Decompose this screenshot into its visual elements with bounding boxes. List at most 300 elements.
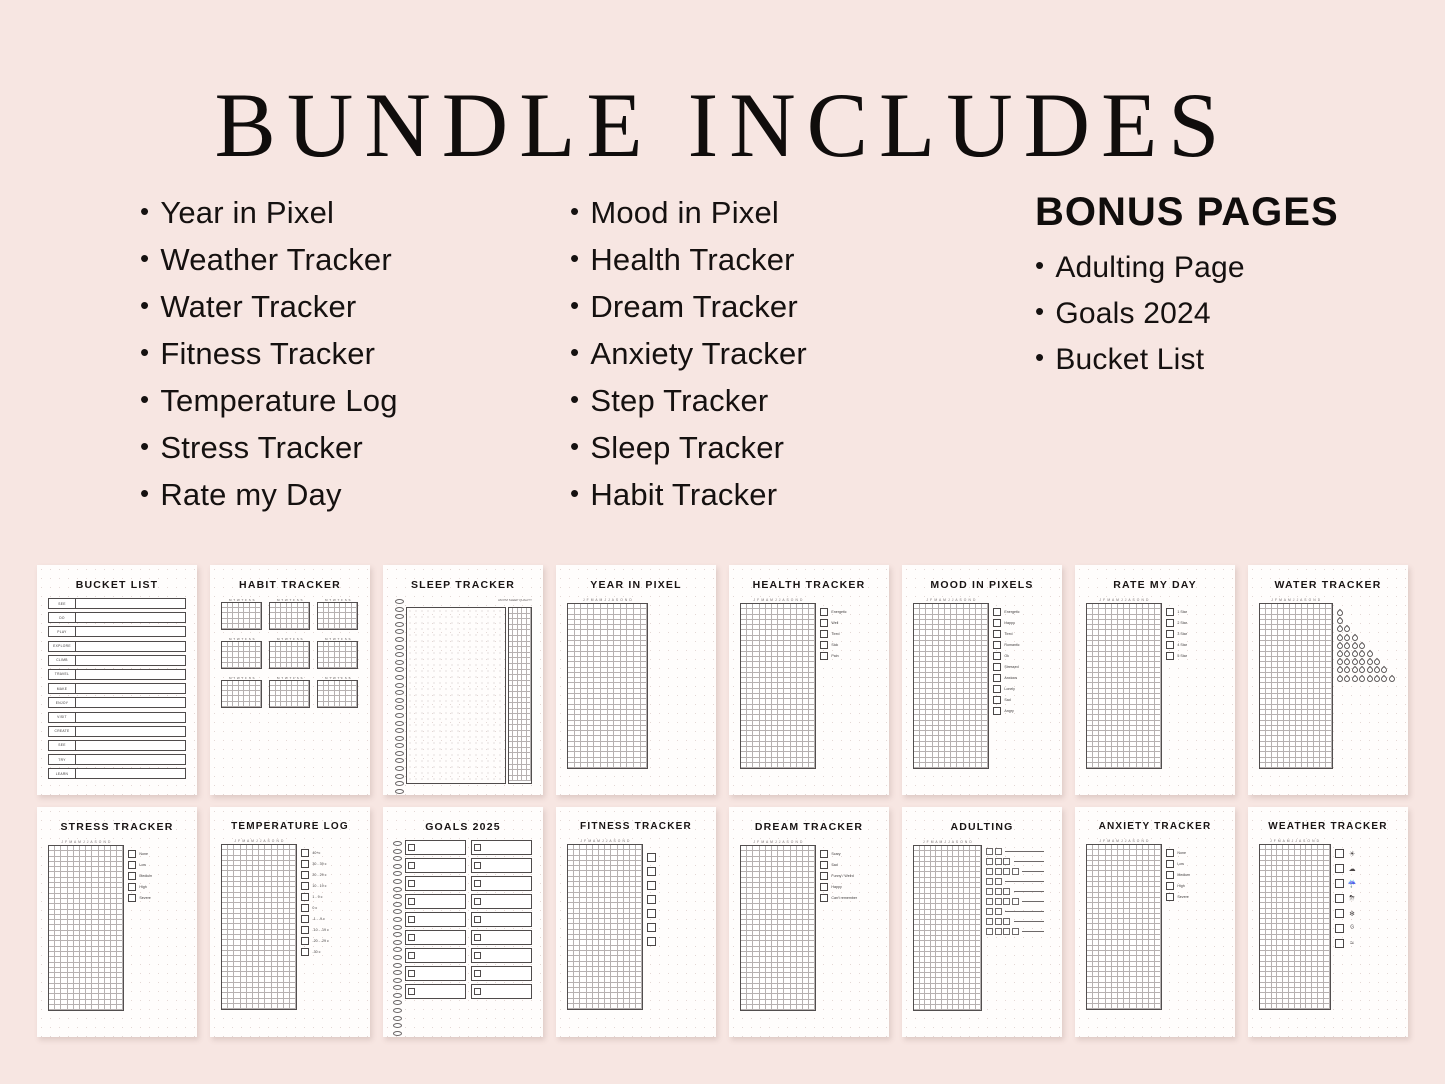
preview-card-mood-in-pixels (902, 565, 1062, 795)
legend-swatch (301, 860, 309, 868)
adulting-line (1022, 901, 1044, 902)
card-title: GOALS 2025 (425, 821, 501, 833)
adulting-cell[interactable] (1003, 858, 1010, 865)
adulting-line (1005, 851, 1044, 852)
adulting-cell[interactable] (1012, 868, 1019, 875)
goal-row[interactable] (471, 930, 532, 945)
spiral-ring (393, 864, 402, 869)
legend-label: Anxious (1004, 676, 1018, 680)
goal-checkbox[interactable] (408, 934, 415, 941)
water-drop-icon (1358, 642, 1366, 650)
habit-block[interactable] (269, 676, 311, 708)
adulting-cell[interactable] (986, 898, 993, 905)
legend-row (1166, 630, 1187, 638)
legend-row (1166, 608, 1187, 616)
sleep-labels: AM PM SLEEP QUALITY (498, 598, 532, 602)
bucket-row[interactable] (48, 697, 186, 708)
legend-label: Tired (1004, 632, 1013, 636)
goal-checkbox[interactable] (474, 844, 481, 851)
legend-swatch (820, 608, 828, 616)
habit-block[interactable] (221, 637, 263, 669)
legend-row (301, 882, 328, 890)
preview-card-goals-2025 (383, 807, 543, 1037)
legend-row (820, 630, 846, 638)
goal-checkbox[interactable] (474, 862, 481, 869)
grid-cell (527, 776, 531, 782)
adulting-cell[interactable] (995, 898, 1002, 905)
pixel-grid (269, 641, 310, 669)
habit-weekdays: M T W T F S S (324, 636, 352, 641)
goal-checkbox[interactable] (408, 988, 415, 995)
grid-cell (1326, 763, 1332, 768)
adulting-cell[interactable] (986, 878, 993, 885)
checkbox[interactable] (647, 895, 656, 904)
legend (820, 608, 846, 769)
legend-swatch (301, 937, 309, 945)
adulting-line (1014, 861, 1045, 862)
water-drop-icon (1351, 633, 1359, 641)
bucket-row[interactable] (48, 740, 186, 751)
checkbox[interactable] (647, 923, 656, 932)
water-legend-row (1337, 635, 1395, 641)
card-body (565, 839, 707, 1010)
months-label: J F M A M J J A S O N D (753, 598, 803, 602)
adulting-cell[interactable] (986, 888, 993, 895)
card-body (392, 598, 534, 784)
goal-row[interactable] (471, 840, 532, 855)
spiral-ring (395, 683, 404, 688)
grid-cell (641, 763, 648, 768)
legend-row (820, 872, 857, 880)
water-legend-row (1337, 626, 1395, 632)
adulting-cell[interactable] (986, 928, 993, 935)
adulting-cell[interactable] (986, 908, 993, 915)
check-row[interactable] (647, 909, 656, 918)
bucket-row-label: EXPLORE (49, 642, 76, 651)
adulting-cell[interactable] (1012, 928, 1019, 935)
spiral-ring (395, 675, 404, 680)
adulting-cell[interactable] (1003, 918, 1010, 925)
bucket-row[interactable] (48, 754, 186, 765)
card-title: WATER TRACKER (1274, 579, 1382, 591)
legend-label: Medium (139, 874, 153, 878)
bucket-row-label: ENJOY (49, 698, 76, 707)
preview-card-temperature-log (210, 807, 370, 1037)
adulting-line (1022, 871, 1044, 872)
grid-cell (256, 663, 262, 668)
grid-area (48, 840, 124, 1011)
legend-swatch (993, 707, 1001, 715)
bucket-row[interactable] (48, 669, 186, 680)
list-item: • Sleep Tracker (570, 425, 900, 472)
preview-card-dream-tracker (729, 807, 889, 1037)
spiral-binding (395, 599, 402, 795)
habit-weekdays: M T W T F S S (276, 675, 304, 680)
months-label: J F M A M J J A S O N D (234, 839, 284, 843)
habit-block[interactable] (269, 598, 311, 630)
legend-row (301, 860, 328, 868)
goal-checkbox[interactable] (408, 898, 415, 905)
goal-row[interactable] (405, 876, 466, 891)
preview-card-stress-tracker (37, 807, 197, 1037)
months-label: J F M A M J J A S O N D (580, 839, 630, 843)
bucket-row[interactable] (48, 726, 186, 737)
goal-checkbox[interactable] (474, 916, 481, 923)
grid-cell (352, 663, 358, 668)
grid-cell (1155, 763, 1161, 768)
card-title: ANXIETY TRACKER (1098, 821, 1212, 832)
months-label: J F M A M J J A S O N D (753, 840, 803, 844)
legend-swatch (1166, 630, 1174, 638)
legend-label: Sad (831, 863, 838, 867)
water-drop-icon (1343, 642, 1351, 650)
card-title: FITNESS TRACKER (580, 821, 692, 832)
adulting-blocks (986, 848, 1044, 1011)
adulting-row[interactable] (986, 928, 1044, 935)
bucket-row[interactable] (48, 612, 186, 623)
bucket-row[interactable] (48, 626, 186, 637)
spiral-ring (395, 622, 404, 627)
check-row[interactable] (647, 895, 656, 904)
spiral-ring (393, 1016, 402, 1021)
legend-label: Tired (831, 632, 840, 636)
legend-swatch (993, 619, 1001, 627)
pixel-grid (221, 602, 262, 630)
legend-row (301, 937, 328, 945)
goal-checkbox[interactable] (408, 844, 415, 851)
habit-weekdays: M T W T F S S (228, 636, 256, 641)
adulting-row[interactable] (986, 888, 1044, 895)
adulting-row[interactable] (986, 898, 1044, 905)
adulting-cell[interactable] (995, 888, 1002, 895)
adulting-cell[interactable] (995, 868, 1002, 875)
adulting-cell[interactable] (1003, 868, 1010, 875)
check-row[interactable] (647, 853, 656, 862)
habit-block[interactable] (269, 637, 311, 669)
check-column (647, 853, 656, 1010)
preview-card-grid (37, 565, 1412, 1037)
adulting-cell[interactable] (1012, 898, 1019, 905)
goal-row[interactable] (405, 930, 466, 945)
grid-cell (304, 663, 310, 668)
adulting-cell[interactable] (986, 868, 993, 875)
goal-checkbox[interactable] (408, 880, 415, 887)
grid-cell (614, 763, 621, 768)
months-label: J F M A M J J A S O N D (582, 598, 633, 602)
legend-label: 1 Star (1177, 610, 1187, 614)
legend (993, 608, 1019, 769)
legend-swatch (993, 685, 1001, 693)
months-label: J F M A M J J A S O N D (926, 598, 976, 602)
legend-swatch (301, 882, 309, 890)
legend-swatch (1166, 608, 1174, 616)
card-body (738, 598, 880, 769)
adulting-cell[interactable] (1003, 928, 1010, 935)
goal-checkbox[interactable] (474, 970, 481, 977)
adulting-line (1014, 921, 1045, 922)
legend-label: Funny / Weird (831, 874, 854, 878)
pixel-grid (1086, 603, 1162, 769)
legend-label: -1 - -9 c (312, 917, 325, 921)
legend-row (993, 663, 1019, 671)
bucket-row-label: VISIT (49, 713, 76, 722)
goal-row[interactable] (471, 966, 532, 981)
legend-swatch (128, 894, 136, 902)
card-title: YEAR IN PIXEL (590, 579, 682, 591)
habit-weekdays: M T W T F S S (276, 598, 304, 602)
legend-label: Well (831, 621, 839, 625)
legend-row (820, 883, 857, 891)
legend-label: Energetic (1004, 610, 1020, 614)
grid-cell (352, 624, 358, 629)
adulting-row[interactable] (986, 848, 1044, 855)
goal-row[interactable] (471, 984, 532, 999)
legend-label: 4 Star (1177, 643, 1187, 647)
grid-cell (568, 763, 575, 768)
legend-row (301, 926, 328, 934)
adulting-row[interactable] (986, 908, 1044, 915)
bucket-row[interactable] (48, 598, 186, 609)
legend-label: Romantic (1004, 643, 1020, 647)
water-drop-icon (1343, 633, 1351, 641)
goal-row[interactable] (405, 984, 466, 999)
preview-card-water-tracker (1248, 565, 1408, 795)
adulting-row[interactable] (986, 878, 1044, 885)
goal-row[interactable] (471, 948, 532, 963)
spiral-ring (393, 849, 402, 854)
spiral-ring (395, 637, 404, 642)
legend-row (1166, 652, 1187, 660)
list-item: • Anxiety Tracker (570, 331, 900, 378)
goal-checkbox[interactable] (408, 952, 415, 959)
goal-row[interactable] (405, 840, 466, 855)
spiral-ring (393, 1031, 402, 1036)
checkbox[interactable] (647, 881, 656, 890)
legend-label: 40+c (312, 851, 321, 855)
card-body (46, 598, 188, 782)
habit-block[interactable] (317, 676, 359, 708)
legend-label: Can't remember (831, 896, 858, 900)
card-body (911, 840, 1053, 1011)
legend-label: 1 - 9 c (312, 895, 323, 899)
preview-card-sleep-tracker (383, 565, 543, 795)
habit-block[interactable] (221, 676, 263, 708)
adulting-cell[interactable] (995, 918, 1002, 925)
goal-row[interactable] (471, 894, 532, 909)
list-item: • Health Tracker (570, 237, 900, 284)
legend-swatch (993, 663, 1001, 671)
goals-column (405, 840, 466, 1002)
check-row[interactable] (647, 923, 656, 932)
adulting-cell[interactable] (995, 858, 1002, 865)
checkbox[interactable] (647, 937, 656, 946)
card-body (1084, 839, 1226, 1010)
spiral-ring (393, 1008, 402, 1013)
sleep-body (406, 607, 532, 784)
pixel-grid (221, 641, 262, 669)
sleep-dot-area (406, 607, 506, 784)
bucket-row[interactable] (48, 683, 186, 694)
card-title: DREAM TRACKER (754, 821, 864, 833)
grid-cell (581, 763, 588, 768)
adulting-cell[interactable] (995, 908, 1002, 915)
adulting-cell[interactable] (1003, 888, 1010, 895)
months-label: J F M A M J J A S O N D (922, 840, 973, 844)
goal-row[interactable] (405, 948, 466, 963)
legend-row (993, 641, 1019, 649)
adulting-line (1022, 931, 1044, 932)
spiral-ring (395, 713, 404, 718)
pixel-grid (1259, 603, 1333, 769)
goal-checkbox[interactable] (474, 934, 481, 941)
habit-block[interactable] (221, 598, 263, 630)
grid-area (567, 839, 643, 1010)
list-item: • Water Tracker (140, 284, 450, 331)
check-row[interactable] (647, 867, 656, 876)
grid-area (1086, 598, 1162, 769)
goal-row[interactable] (405, 894, 466, 909)
adulting-cell[interactable] (986, 918, 993, 925)
adulting-cell[interactable] (995, 848, 1002, 855)
preview-card-year-in-pixel (556, 565, 716, 795)
legend-label: Ok (1004, 654, 1009, 658)
legend-label: 0 c (312, 906, 318, 910)
goal-checkbox[interactable] (474, 952, 481, 959)
goal-row[interactable] (405, 912, 466, 927)
legend (128, 850, 152, 1011)
card-body (392, 840, 534, 1002)
card-body (738, 840, 880, 1011)
adulting-cell[interactable] (995, 878, 1002, 885)
list-item: • Adulting Page (1035, 245, 1340, 291)
legend-swatch (993, 674, 1001, 682)
habit-weekdays: M T W T F S S (228, 598, 256, 602)
legend-label: 20 - 29 c (312, 873, 327, 877)
grid-area (740, 840, 816, 1011)
legend-row (128, 872, 152, 880)
grid-area (567, 598, 648, 769)
features-column-1 (140, 190, 450, 519)
habit-block[interactable] (317, 598, 359, 630)
bucket-row[interactable] (48, 768, 186, 779)
grid-cell (304, 624, 310, 629)
list-item: • Habit Tracker (570, 472, 900, 519)
legend-swatch (820, 872, 828, 880)
goal-row[interactable] (471, 876, 532, 891)
legend-label: -20 - -29 c (312, 939, 329, 943)
legend-label: 3 Star (1177, 632, 1187, 636)
water-drop-icon (1358, 650, 1366, 658)
list-item: • Goals 2024 (1035, 291, 1340, 337)
legend-row (128, 883, 152, 891)
pixel-grid (567, 844, 643, 1010)
checkbox[interactable] (647, 867, 656, 876)
goal-checkbox[interactable] (474, 880, 481, 887)
grid-cell (601, 763, 608, 768)
check-row[interactable] (647, 881, 656, 890)
legend-row (820, 861, 857, 869)
spiral-ring (393, 993, 402, 998)
adulting-row[interactable] (986, 868, 1044, 875)
legend-label: Energetic (831, 610, 847, 614)
grid-cell (594, 763, 601, 768)
water-drop-icon (1380, 674, 1388, 682)
bucket-row-label: LEARN (49, 769, 76, 778)
legend-swatch (301, 915, 309, 923)
goal-row[interactable] (471, 858, 532, 873)
spiral-ring (395, 751, 404, 756)
legend-row (820, 608, 846, 616)
legend-label: 5 Star (1177, 654, 1187, 658)
preview-card-rate-my-day (1075, 565, 1235, 795)
bucket-row[interactable] (48, 641, 186, 652)
checkbox[interactable] (647, 909, 656, 918)
adulting-cell[interactable] (995, 928, 1002, 935)
list-item: • Temperature Log (140, 378, 450, 425)
adulting-row[interactable] (986, 858, 1044, 865)
goal-checkbox[interactable] (408, 916, 415, 923)
adulting-cell[interactable] (986, 848, 993, 855)
bucket-row-label: DO (49, 613, 76, 622)
legend (1166, 608, 1187, 769)
bucket-row[interactable] (48, 655, 186, 666)
bucket-row-label: TRY (49, 755, 76, 764)
legend-row (301, 915, 328, 923)
legend-swatch (301, 871, 309, 879)
spiral-ring (393, 841, 402, 846)
legend-label: Stressed (1004, 665, 1019, 669)
goal-row[interactable] (471, 912, 532, 927)
legend-label: -10 - -19 c (312, 928, 329, 932)
check-row[interactable] (647, 937, 656, 946)
adulting-cell[interactable] (1003, 898, 1010, 905)
goal-row[interactable] (405, 858, 466, 873)
preview-card-fitness-tracker (556, 807, 716, 1037)
water-legend-row (1337, 610, 1395, 616)
habit-block[interactable] (317, 637, 359, 669)
card-title: MOOD IN PIXELS (930, 579, 1034, 591)
months-label: J F M A M J J A S O N D (1271, 598, 1321, 602)
goal-checkbox[interactable] (474, 898, 481, 905)
card-body (1084, 598, 1226, 769)
goal-checkbox[interactable] (408, 970, 415, 977)
preview-card-bucket-list (37, 565, 197, 795)
water-drop-icon (1380, 666, 1388, 674)
goal-row[interactable] (405, 966, 466, 981)
legend-row (301, 948, 328, 956)
spiral-ring (395, 660, 404, 665)
pixel-grid (508, 607, 532, 784)
goal-checkbox[interactable] (408, 862, 415, 869)
adulting-cell[interactable] (986, 858, 993, 865)
bucket-row[interactable] (48, 712, 186, 723)
legend-swatch (301, 893, 309, 901)
water-drop-icon (1358, 674, 1366, 682)
legend-row (301, 904, 328, 912)
pixel-grid (567, 603, 648, 769)
spiral-ring (395, 698, 404, 703)
legend-swatch (1166, 619, 1174, 627)
water-drop-icon (1343, 674, 1351, 682)
card-body (565, 598, 707, 769)
legend-row (993, 619, 1019, 627)
water-legend-row (1337, 667, 1395, 673)
goal-checkbox[interactable] (474, 988, 481, 995)
grid-cell (352, 702, 358, 707)
water-drop-icon (1358, 666, 1366, 674)
checkbox[interactable] (647, 853, 656, 862)
adulting-row[interactable] (986, 918, 1044, 925)
